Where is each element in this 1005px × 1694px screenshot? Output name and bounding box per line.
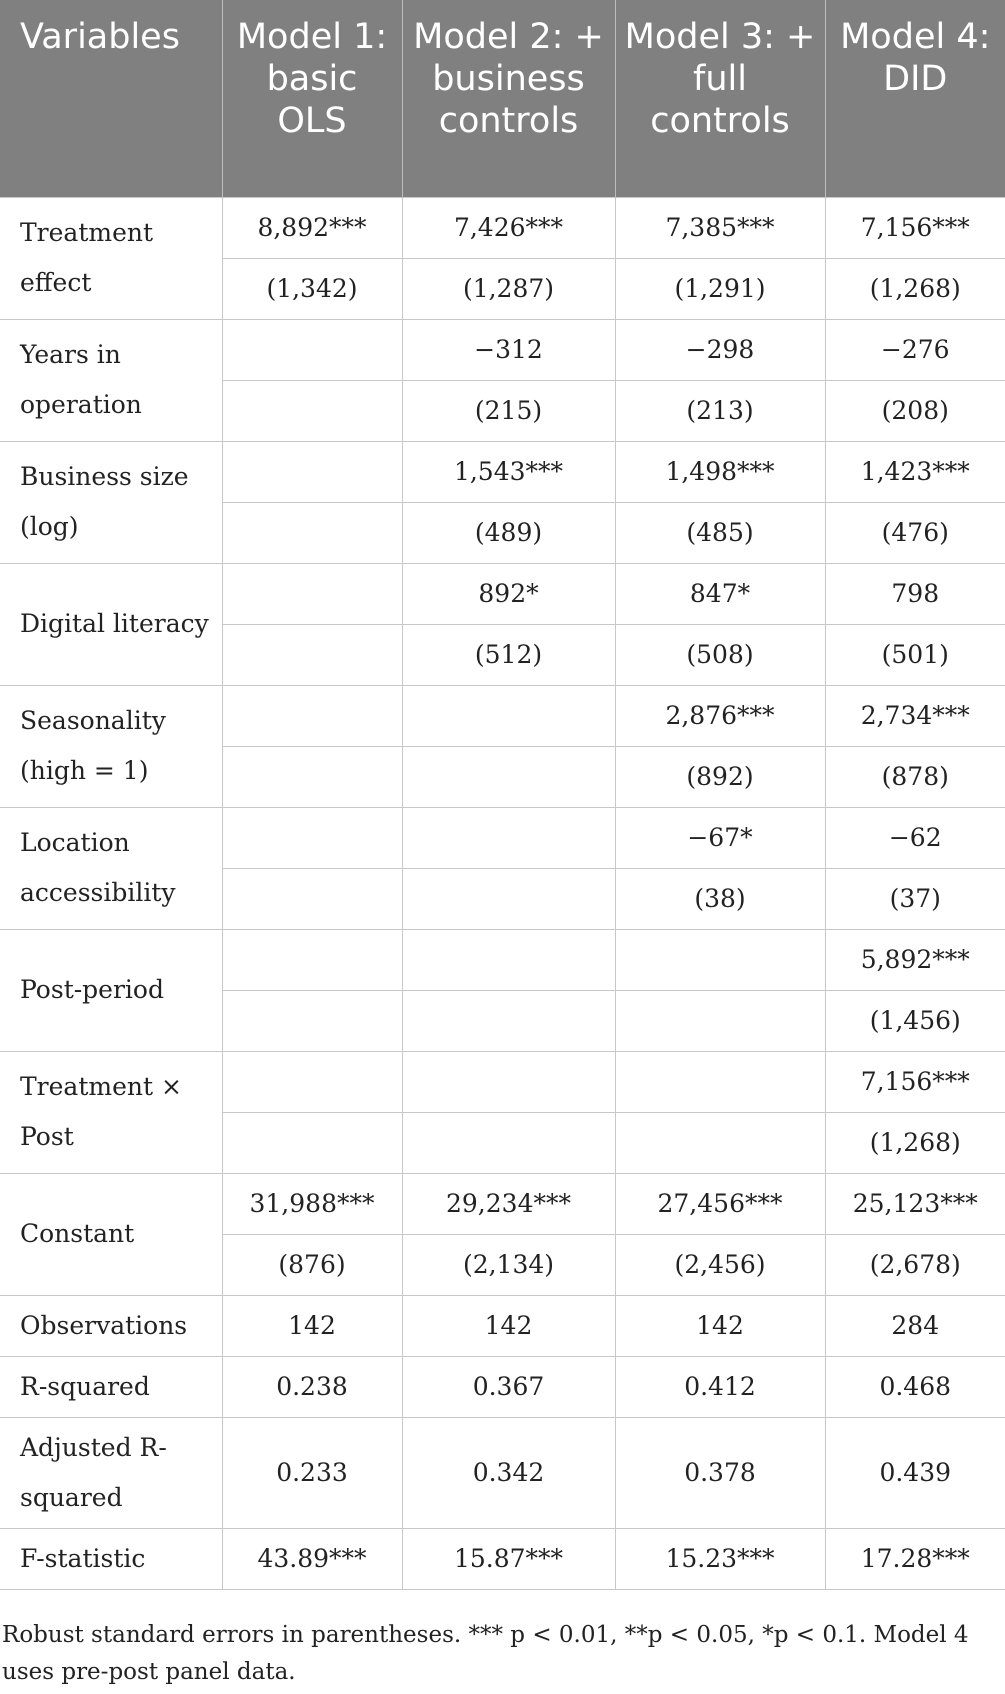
se-cell: (2,134) xyxy=(402,1234,615,1295)
se-cell: (1,287) xyxy=(402,258,615,319)
se-cell xyxy=(402,1112,615,1173)
coef-cell: −276 xyxy=(825,319,1005,380)
se-cell: (476) xyxy=(825,502,1005,563)
se-cell xyxy=(222,746,402,807)
se-cell: (485) xyxy=(615,502,825,563)
se-cell xyxy=(222,868,402,929)
coef-cell: 892* xyxy=(402,563,615,624)
coef-cell: 7,426*** xyxy=(402,197,615,258)
se-cell: (489) xyxy=(402,502,615,563)
se-cell: (2,456) xyxy=(615,1234,825,1295)
se-cell: (1,291) xyxy=(615,258,825,319)
coef-cell xyxy=(222,319,402,380)
row-label-post-period: Post-period xyxy=(0,929,222,1051)
se-cell: (38) xyxy=(615,868,825,929)
se-cell: (2,678) xyxy=(825,1234,1005,1295)
se-cell xyxy=(222,990,402,1051)
se-cell: (37) xyxy=(825,868,1005,929)
row-label-location-accessibility: Location accessibility xyxy=(0,807,222,929)
se-cell: (1,456) xyxy=(825,990,1005,1051)
stat-cell: 0.439 xyxy=(825,1417,1005,1528)
stat-cell: 15.23*** xyxy=(615,1528,825,1589)
coef-cell xyxy=(615,1051,825,1112)
se-cell xyxy=(402,990,615,1051)
stat-cell: 0.342 xyxy=(402,1417,615,1528)
coef-cell: 27,456*** xyxy=(615,1173,825,1234)
row-label-adj-r-squared: Adjusted R-squared xyxy=(0,1417,222,1528)
coef-cell: 2,876*** xyxy=(615,685,825,746)
stat-cell: 43.89*** xyxy=(222,1528,402,1589)
coef-cell xyxy=(402,1051,615,1112)
stat-cell: 17.28*** xyxy=(825,1528,1005,1589)
row-label-digital-literacy: Digital literacy xyxy=(0,563,222,685)
stat-cell: 142 xyxy=(222,1295,402,1356)
se-cell: (1,342) xyxy=(222,258,402,319)
stat-cell: 0.233 xyxy=(222,1417,402,1528)
coef-cell: 8,892*** xyxy=(222,197,402,258)
row-label-treatment-effect: Treatment effect xyxy=(0,197,222,319)
header-variables: Variables xyxy=(0,0,222,197)
header-row xyxy=(0,0,1005,197)
se-cell xyxy=(402,746,615,807)
coef-cell: 847* xyxy=(615,563,825,624)
coef-cell: 7,156*** xyxy=(825,197,1005,258)
table-row-adj-r-squared xyxy=(0,1417,1005,1528)
stat-cell: 0.378 xyxy=(615,1417,825,1528)
coef-cell: 798 xyxy=(825,563,1005,624)
table-row xyxy=(0,1173,1005,1234)
coef-cell: 25,123*** xyxy=(825,1173,1005,1234)
row-label-seasonality: Seasonality (high = 1) xyxy=(0,685,222,807)
se-cell xyxy=(222,624,402,685)
row-label-constant: Constant xyxy=(0,1173,222,1295)
row-label-years-in-operation: Years in operation xyxy=(0,319,222,441)
stat-cell: 0.468 xyxy=(825,1356,1005,1417)
table-header xyxy=(0,0,1005,197)
row-label-r-squared: R-squared xyxy=(0,1356,222,1417)
coef-cell: 1,423*** xyxy=(825,441,1005,502)
se-cell: (501) xyxy=(825,624,1005,685)
coef-cell: −62 xyxy=(825,807,1005,868)
stat-cell: 142 xyxy=(615,1295,825,1356)
se-cell: (208) xyxy=(825,380,1005,441)
header-model-4: Model 4: DID xyxy=(825,0,1005,197)
coef-cell: 31,988*** xyxy=(222,1173,402,1234)
table-row xyxy=(0,1051,1005,1112)
row-label-f-statistic: F-statistic xyxy=(0,1528,222,1589)
coef-cell: −312 xyxy=(402,319,615,380)
coef-cell xyxy=(222,685,402,746)
header-model-2: Model 2: + business controls xyxy=(402,0,615,197)
stat-cell: 142 xyxy=(402,1295,615,1356)
table-row xyxy=(0,685,1005,746)
se-cell xyxy=(615,1112,825,1173)
stat-cell: 0.412 xyxy=(615,1356,825,1417)
coef-cell: 1,543*** xyxy=(402,441,615,502)
table-row xyxy=(0,441,1005,502)
table-row xyxy=(0,197,1005,258)
coef-cell: 7,385*** xyxy=(615,197,825,258)
coef-cell xyxy=(402,807,615,868)
se-cell: (892) xyxy=(615,746,825,807)
se-cell: (213) xyxy=(615,380,825,441)
coef-cell xyxy=(222,441,402,502)
table-row xyxy=(0,563,1005,624)
stat-cell: 0.367 xyxy=(402,1356,615,1417)
coef-cell xyxy=(222,929,402,990)
coef-cell: 1,498*** xyxy=(615,441,825,502)
table-row-r-squared xyxy=(0,1356,1005,1417)
table-row xyxy=(0,929,1005,990)
se-cell xyxy=(402,868,615,929)
coef-cell xyxy=(222,1051,402,1112)
stat-cell: 0.238 xyxy=(222,1356,402,1417)
coef-cell: −67* xyxy=(615,807,825,868)
row-label-treatment-post: Treatment × Post xyxy=(0,1051,222,1173)
stat-cell: 15.87*** xyxy=(402,1528,615,1589)
coef-cell: −298 xyxy=(615,319,825,380)
se-cell: (508) xyxy=(615,624,825,685)
se-cell: (215) xyxy=(402,380,615,441)
table-row xyxy=(0,319,1005,380)
se-cell: (1,268) xyxy=(825,1112,1005,1173)
coef-cell xyxy=(615,929,825,990)
stat-cell: 284 xyxy=(825,1295,1005,1356)
se-cell: (1,268) xyxy=(825,258,1005,319)
header-model-3: Model 3: + full controls xyxy=(615,0,825,197)
se-cell xyxy=(615,990,825,1051)
se-cell xyxy=(222,502,402,563)
coef-cell: 29,234*** xyxy=(402,1173,615,1234)
coef-cell xyxy=(222,563,402,624)
table-row-observations xyxy=(0,1295,1005,1356)
coef-cell xyxy=(222,807,402,868)
coef-cell: 5,892*** xyxy=(825,929,1005,990)
table-body xyxy=(0,197,1005,1589)
row-label-business-size: Business size (log) xyxy=(0,441,222,563)
coef-cell xyxy=(402,929,615,990)
coef-cell xyxy=(402,685,615,746)
se-cell xyxy=(222,1112,402,1173)
se-cell: (876) xyxy=(222,1234,402,1295)
se-cell: (878) xyxy=(825,746,1005,807)
row-label-observations: Observations xyxy=(0,1295,222,1356)
table-row-f-statistic xyxy=(0,1528,1005,1589)
table-footnote: Robust standard errors in parentheses. *** p < 0.01, **p < 0.05, *p < 0.1. Model 4 uses pre-post panel data. xyxy=(2,1622,969,1685)
se-cell xyxy=(222,380,402,441)
coef-cell: 2,734*** xyxy=(825,685,1005,746)
table-row xyxy=(0,807,1005,868)
header-model-1: Model 1: basic OLS xyxy=(222,0,402,197)
se-cell: (512) xyxy=(402,624,615,685)
coef-cell: 7,156*** xyxy=(825,1051,1005,1112)
